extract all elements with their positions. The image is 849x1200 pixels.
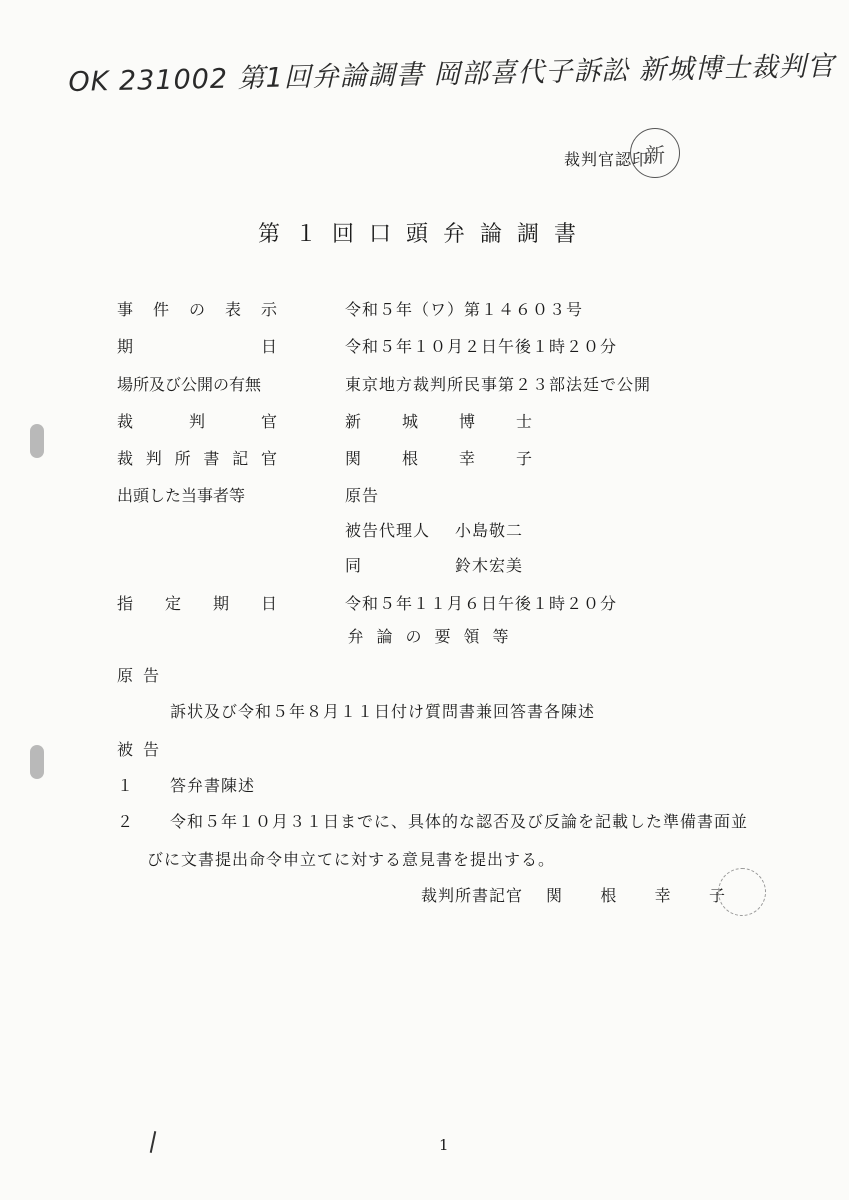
attendee-role: 被告代理人 [345, 521, 431, 540]
spaced-char: 件 [152, 300, 169, 319]
spaced-char: 官 [260, 449, 277, 468]
spaced-char: 出頭した当事者等 [117, 486, 246, 505]
defendant-heading [117, 737, 159, 760]
plaintiff-heading [117, 663, 159, 686]
spaced-char: 告 [142, 740, 159, 759]
field-value-judge [345, 409, 533, 432]
field-label-judge [117, 409, 277, 432]
spaced-char: 判 [145, 449, 162, 468]
signature-name [546, 883, 726, 906]
handwritten-annotation: OK 231002 第1回弁論調書 岡部喜代子訴訟 新城博士裁判官 [68, 50, 836, 98]
spaced-char: 所 [174, 449, 191, 468]
attendee-name: 鈴木宏美 [455, 556, 524, 575]
field-value-case: 令和５年（ワ）第１４６０３号 [345, 300, 584, 319]
clerk-seal-icon [718, 868, 766, 916]
spaced-char: 定 [164, 594, 181, 613]
spaced-char: 示 [260, 300, 277, 319]
field-label-clerk [117, 446, 277, 469]
section-heading: 弁論の要領等 [347, 627, 522, 646]
signature-title: 裁判所書記官 [421, 886, 524, 905]
field-label-case [117, 297, 277, 320]
judge-seal-icon: 新 [630, 128, 680, 178]
spaced-char: 告 [142, 666, 159, 685]
spaced-char: 原 [117, 666, 134, 685]
spaced-char: 期 [117, 337, 134, 356]
spaced-char: 子 [708, 886, 726, 905]
spaced-char: 日 [260, 594, 277, 613]
spaced-char: 関 [345, 449, 363, 468]
field-label-next-date [117, 591, 277, 614]
binder-hole-mark [30, 745, 44, 779]
attendee-name: 小島敬二 [455, 521, 524, 540]
field-label-date [117, 334, 277, 357]
defendant-item-text-cont: びに文書提出命令申立てに対する意見書を提出する。 [147, 850, 556, 869]
defendant-item-text: 答弁書陳述 [170, 776, 256, 795]
spaced-char: 幸 [654, 886, 672, 905]
spaced-char: 指 [117, 594, 134, 613]
defendant-item-text: 令和５年１０月３１日までに、具体的な認否及び反論を記載した準備書面並 [170, 812, 749, 831]
spaced-char: 書 [203, 449, 220, 468]
field-label-attendees [117, 483, 277, 506]
spaced-char: 記 [232, 449, 249, 468]
spaced-char: 新 [345, 412, 363, 431]
spaced-char: 期 [212, 594, 229, 613]
field-label-venue [117, 372, 277, 395]
spaced-char: 表 [224, 300, 241, 319]
field-value-next-date: 令和５年１１月６日午後１時２０分 [345, 594, 618, 613]
page-number: 1 [439, 1136, 449, 1154]
spaced-char: の [188, 300, 205, 319]
plaintiff-statement: 訴状及び令和５年８月１１日付け質問書兼回答書各陳述 [170, 702, 596, 721]
spaced-char: 事 [117, 300, 134, 319]
spaced-char: 裁 [117, 449, 134, 468]
binder-hole-mark [30, 424, 44, 458]
spaced-char: 城 [401, 412, 419, 431]
field-value-clerk [345, 446, 533, 469]
spaced-char: 士 [515, 412, 533, 431]
spaced-char: 博 [458, 412, 476, 431]
document-title: 第１回口頭弁論調書 [257, 222, 591, 247]
field-value-venue: 東京地方裁判所民事第２３部法廷で公開 [345, 375, 652, 394]
judge-approval-label: 裁判官認印 [564, 150, 650, 169]
attendee-plaintiff: 原告 [345, 486, 380, 505]
spaced-char: 場所及び公開の有無 [117, 375, 262, 394]
spaced-char: 裁 [117, 412, 134, 431]
spaced-char: 子 [515, 449, 533, 468]
spaced-char: 判 [188, 412, 205, 431]
attendee-role: 同 [345, 556, 363, 575]
defendant-item-number: １ [117, 776, 135, 795]
spaced-char: 官 [260, 412, 277, 431]
spaced-char: 幸 [458, 449, 476, 468]
spaced-char: 根 [401, 449, 419, 468]
spaced-char: 根 [600, 886, 618, 905]
spaced-char: 関 [546, 886, 564, 905]
spaced-char: 日 [260, 337, 277, 356]
spaced-char: 被 [117, 740, 134, 759]
defendant-item-number: ２ [117, 812, 135, 831]
stray-pen-mark [150, 1131, 157, 1153]
field-value-date: 令和５年１０月２日午後１時２０分 [345, 337, 618, 356]
